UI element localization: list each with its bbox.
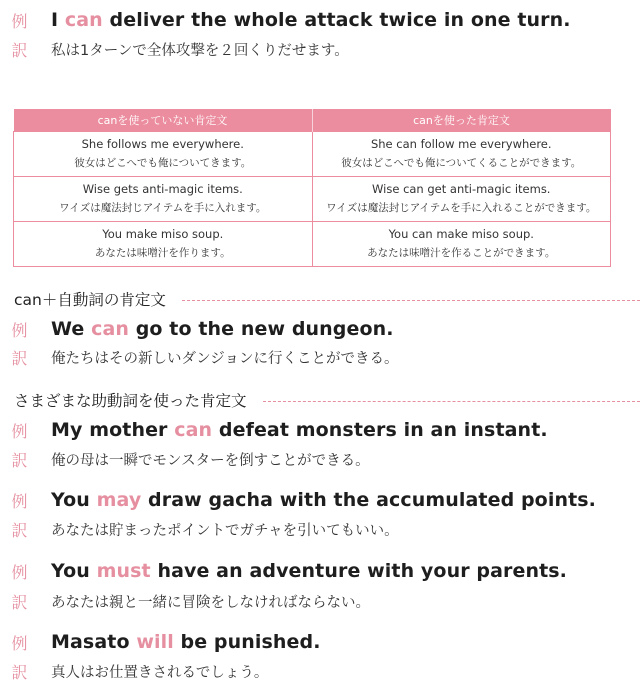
modal-highlight: can bbox=[64, 9, 103, 31]
example-translation bbox=[0, 658, 640, 684]
section-heading-intransitive: can＋自動詞の肯定文 bbox=[14, 287, 640, 311]
table-row bbox=[14, 222, 611, 267]
example-translation bbox=[0, 446, 640, 472]
example-translation bbox=[0, 588, 640, 614]
example-japanese: あなたは親と一緒に冒険をしなければならない。 bbox=[51, 594, 370, 611]
example-english: Masato will be punished. bbox=[51, 631, 321, 653]
example-translation bbox=[0, 344, 640, 370]
table-row bbox=[14, 132, 611, 177]
example-marker: 例 bbox=[11, 562, 28, 582]
translation-marker: 訳 bbox=[11, 40, 28, 60]
example-sentence bbox=[0, 315, 640, 343]
example-marker: 例 bbox=[11, 320, 28, 340]
example-sentence bbox=[0, 628, 640, 656]
top-example-sentence bbox=[0, 6, 640, 34]
example-sentence bbox=[0, 486, 640, 514]
table-cell: She follows me everywhere. 彼女はどこへでも俺についてきます。 bbox=[14, 132, 313, 177]
modal-highlight: will bbox=[136, 631, 174, 653]
example-sentence bbox=[0, 557, 640, 585]
modal-highlight: may bbox=[96, 489, 142, 511]
top-example-translation bbox=[0, 36, 640, 62]
table-cell: You make miso soup. あなたは味噌汁を作ります。 bbox=[14, 222, 313, 267]
example-sentence bbox=[0, 416, 640, 444]
translation-marker: 訳 bbox=[11, 662, 28, 682]
table-row bbox=[14, 177, 611, 222]
table-cell: Wise can get anti-magic items. ワイズは魔法封じアイテムを手に入れることができます。 bbox=[312, 177, 611, 222]
section-heading-modals: さまざまな助動詞を使った肯定文 bbox=[14, 388, 640, 412]
example-marker: 例 bbox=[11, 491, 28, 511]
example-marker: 例 bbox=[11, 11, 28, 31]
example-japanese: 私は1ターンで全体攻撃を２回くりだせます。 bbox=[51, 42, 349, 59]
modal-highlight: can bbox=[174, 419, 213, 441]
example-marker: 例 bbox=[11, 421, 28, 441]
example-english: I can deliver the whole attack twice in one turn. bbox=[51, 9, 571, 31]
example-english: My mother can defeat monsters in an instant. bbox=[51, 419, 548, 441]
table-header-without-can: canを使っていない肯定文 bbox=[14, 109, 313, 132]
modal-highlight: must bbox=[96, 560, 151, 582]
example-japanese: 俺たちはその新しいダンジョンに行くことができる。 bbox=[51, 350, 399, 367]
translation-marker: 訳 bbox=[11, 450, 28, 470]
table-header-row bbox=[14, 109, 611, 132]
table-cell: She can follow me everywhere. 彼女はどこへでも俺についてくることができます。 bbox=[312, 132, 611, 177]
example-japanese: 真人はお仕置きされるでしょう。 bbox=[51, 664, 269, 681]
translation-marker: 訳 bbox=[11, 592, 28, 612]
dashed-divider bbox=[182, 300, 640, 301]
table-cell: Wise gets anti-magic items. ワイズは魔法封じアイテムを手に入れます。 bbox=[14, 177, 313, 222]
example-english: You must have an adventure with your parents. bbox=[51, 560, 567, 582]
modal-highlight: can bbox=[91, 318, 130, 340]
translation-marker: 訳 bbox=[11, 520, 28, 540]
table-cell: You can make miso soup. あなたは味噌汁を作ることができます。 bbox=[312, 222, 611, 267]
example-marker: 例 bbox=[11, 633, 28, 653]
translation-marker: 訳 bbox=[11, 348, 28, 368]
comparison-table bbox=[13, 109, 611, 267]
example-english: You may draw gacha with the accumulated points. bbox=[51, 489, 596, 511]
example-japanese: 俺の母は一瞬でモンスターを倒すことができる。 bbox=[51, 452, 370, 469]
table-header-with-can: canを使った肯定文 bbox=[312, 109, 611, 132]
dashed-divider bbox=[263, 401, 640, 402]
example-english: We can go to the new dungeon. bbox=[51, 318, 394, 340]
example-translation bbox=[0, 516, 640, 542]
example-japanese: あなたは貯まったポイントでガチャを引いてもいい。 bbox=[51, 522, 399, 539]
